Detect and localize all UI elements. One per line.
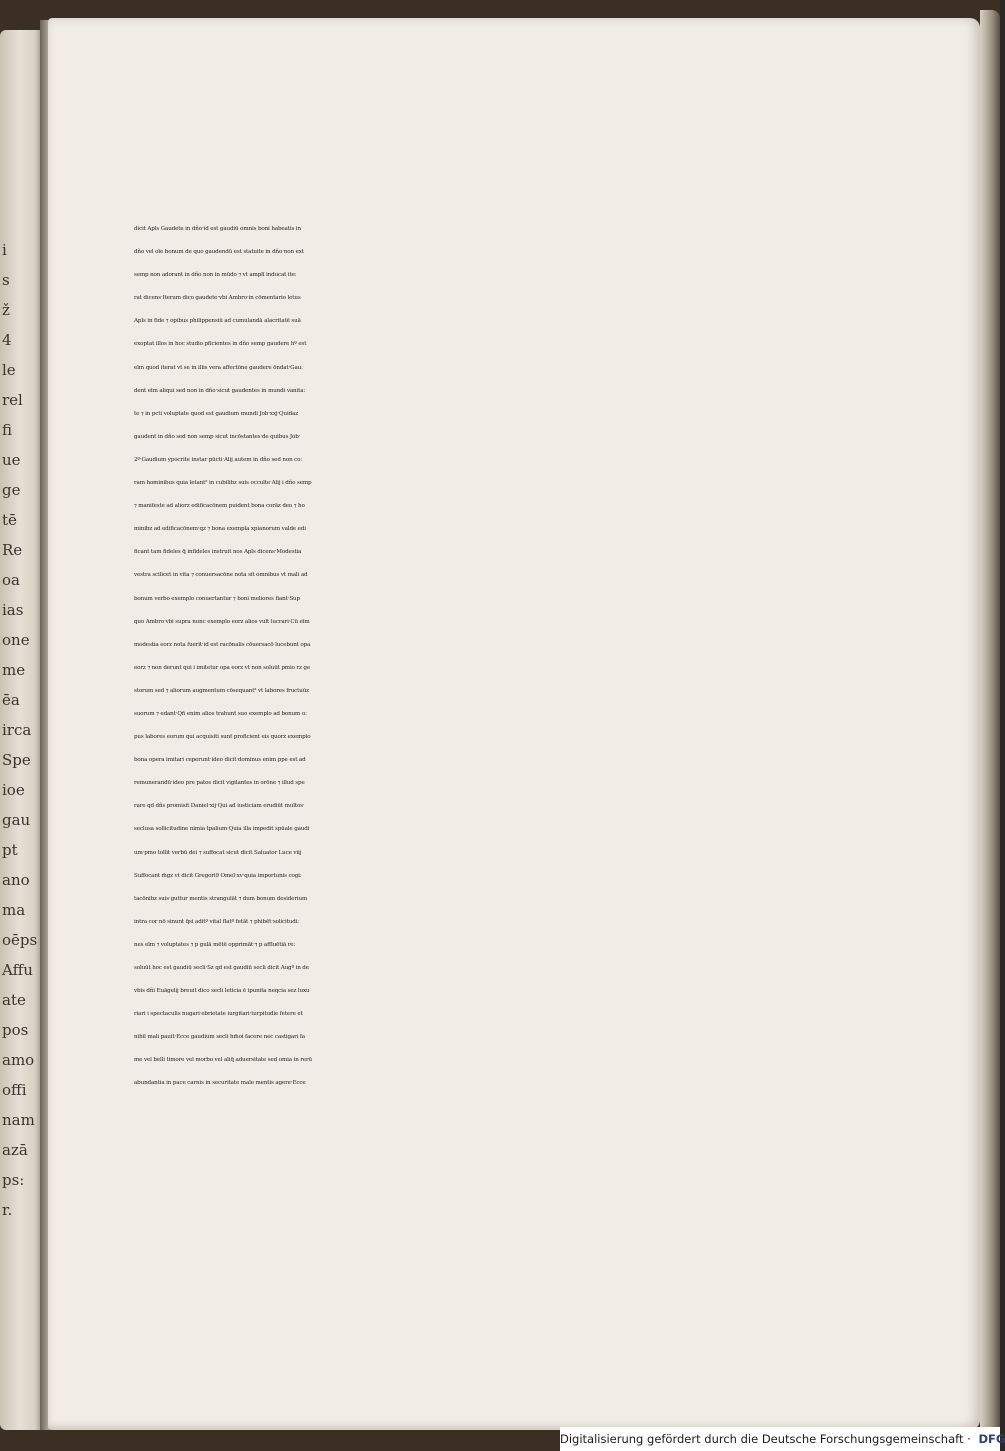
text-line: bona opera imitari ceperunt·ideo dicit·dominus enim ppe est ad bbox=[134, 757, 306, 764]
text-line: tacōnibz suis·guttur mentis strangulāt ⁊ dum bonum desiderium bbox=[134, 895, 308, 902]
left-page-fragment: nam bbox=[2, 1111, 35, 1129]
text-line: seclusa sollicitudine nimia tpalium·Quia illa impedit spūale gaudi bbox=[134, 826, 310, 833]
text-line: Apls in fide ⁊ opibus philippensiū ad cumulandā alacritatē suā bbox=[134, 318, 301, 325]
left-page-fragment: ano bbox=[2, 871, 30, 889]
text-line: intra cor nō sinunt q̄si aditº vital flatº fetāt ⁊ phibēt·solicitudi: bbox=[134, 918, 300, 925]
left-page-fragment: gau bbox=[2, 811, 31, 829]
left-page-fragment: tē bbox=[2, 511, 17, 529]
left-page-fragment: amo bbox=[2, 1051, 35, 1069]
left-page-fragment: i bbox=[2, 241, 7, 259]
left-page-fragment: ēa bbox=[2, 691, 20, 709]
left-page-fragment: offi bbox=[2, 1081, 27, 1099]
text-line: eīm quod iterat vt se in illis vera affectōne gaudere ōndat·Gau: bbox=[134, 364, 303, 371]
left-page-fragment: pos bbox=[2, 1021, 29, 1039]
left-page-fragment: ps: bbox=[2, 1171, 25, 1189]
text-line: um·pmo tollit verbū dei ⁊ suffocat sicut dicit Saluator Luce viij bbox=[134, 849, 302, 856]
left-page-fragment: Re bbox=[2, 541, 23, 559]
left-page-fragment: 4 bbox=[2, 331, 12, 349]
left-page-fragment: ge bbox=[2, 481, 21, 499]
text-line: ram hominibus quia letant² in cubilibz suis occulte·Alij i dño semp bbox=[134, 480, 312, 487]
left-page-fragment: ue bbox=[2, 451, 21, 469]
text-line: nihil mali pauit·Ecce gaudium secli hm̄oi facere nec castigari fa bbox=[134, 1034, 305, 1041]
text-line: vestra scilicet in vita ⁊ conuersacōne nota sit omnibus vt mali ad bbox=[134, 572, 308, 579]
left-page-fragment: ate bbox=[2, 991, 26, 1009]
text-block bbox=[134, 218, 744, 1096]
left-page-fragment: r. bbox=[2, 1201, 13, 1219]
text-line: ⁊ manifeste ad aliorz edificacōnem puident bona corāz deo ⁊ ho bbox=[134, 503, 305, 510]
text-line: eorz ⁊ non derunt qui i imitetur opa eorz vt non soluūt pmio rz ge bbox=[134, 664, 310, 671]
left-page-fragment: ias bbox=[2, 601, 24, 619]
text-line: quo Ambro·vbi supra nunc exemplo eorz alios vult lucrari·Cū eīm bbox=[134, 618, 310, 625]
footer-text: Digitalisierung gefördert durch die Deutsche Forschungsgemeinschaft bbox=[560, 1432, 964, 1446]
text-line: bonum verbo exemplo conuertantur ⁊ boni meliores fiant·Sup bbox=[134, 595, 300, 602]
text-line: gaudent in dño sed non semp sicut incōstantes·de quibus Job· bbox=[134, 433, 301, 440]
text-line: remunerandū·ideo pre patos dicit vigilantes in orōne ⁊ illud spe bbox=[134, 780, 305, 787]
text-line: minibz ad edificacōnem·qz ⁊ bona exempla xpianorum valde edi bbox=[134, 526, 306, 533]
text-line: modestia eorz nota fuerit·id est racōnalis cōuersacō lucebunt opa bbox=[134, 641, 311, 648]
text-line: soluūt hoc est gaudiū secli·Sz qd est gaudiū secli dicit Augº in de bbox=[134, 965, 309, 971]
text-line: vbis dñi Euāgelij breuit dico secli leticia ē ipunita neqcia sez luxu bbox=[134, 988, 310, 995]
text-line: 2º·Gaudium ypocrite instar pūcti·Alij autem in dño sed non co: bbox=[134, 456, 303, 463]
text-line: suorum ⁊ edant·Qn̄ enim alios trahunt suo exemplo ad bonum o: bbox=[134, 710, 307, 717]
text-line: pus labores eorum qui acquisiti sunt proficient eis quorz exemplo bbox=[134, 734, 311, 741]
text-line: dent eīm aliqui sed non in dño·sicut gaudentes in mundi vanita: bbox=[134, 387, 306, 394]
text-line: te ⁊ in pcti voluptate quod est gaudium mundi Job·xxj·Quidaz bbox=[134, 410, 298, 417]
left-page-fragment: ioe bbox=[2, 781, 25, 799]
left-page-fragment: fi bbox=[2, 421, 13, 439]
text-line: me vel belli timore vel morbo vel aliq̄ aduersitate sed omia in rerū bbox=[134, 1057, 312, 1064]
left-page-fragment: Affu bbox=[2, 961, 33, 979]
text-line: nes eīm ⁊ voluptates ⁊ p gulā mētē opprimāt·⁊ p affluētiā re: bbox=[134, 941, 296, 948]
dfg-logo: DFG bbox=[978, 1432, 1005, 1446]
left-page-fragment: ž bbox=[2, 301, 10, 319]
text-line: rare qd dñs promisit Daniel·xij·Qui ad iusticiam erudiūt multos· bbox=[134, 803, 305, 810]
left-page-fragment: ma bbox=[2, 901, 26, 919]
digitization-footer: Digitalisierung gefördert durch die Deutsche Forschungsgemeinschaft · DFG bbox=[560, 1427, 1000, 1451]
text-line: riari i spectaculis nugari·ebrietate iurgitari·turpitudie fetere et bbox=[134, 1011, 303, 1018]
left-facing-page bbox=[0, 30, 44, 1430]
left-page-fragment: oa bbox=[2, 571, 20, 589]
left-page-fragment: rel bbox=[2, 391, 23, 409]
text-line: exoptat illos in hoc studio pficientes in dño semp gaudere hº est bbox=[134, 341, 307, 348]
left-page-fragment: one bbox=[2, 631, 30, 649]
text-line: abundantia in pace carnis in securitate male mentis agere·Ecce bbox=[134, 1080, 306, 1087]
text-line: rat dicens·Iterum dico gaudete·vbi Ambro·in cōmentario letus bbox=[134, 295, 301, 302]
left-page-fragment: le bbox=[2, 361, 16, 379]
text-line: dño vel oīe bonum de quo gaudendū est statuite in dño·non ext bbox=[134, 249, 304, 256]
text-line: ficant tam fideles q̄ infideles instruit nos Apls dicens·Modestia bbox=[134, 549, 302, 556]
text-line: dicit Apls Gaudete in dño·id est gaudiū omnis boni habeatis in bbox=[134, 226, 301, 232]
left-page-fragment: azā bbox=[2, 1141, 28, 1159]
left-page-fragment: me bbox=[2, 661, 26, 679]
text-line: storum sed ⁊ aliorum augmentum cōsequant² vt labores fructuūz bbox=[134, 687, 309, 694]
text-line: Suffocant m̄gz vt dicit Gregori9 Omel·xv·quia importunis cogi: bbox=[134, 872, 302, 879]
left-page-fragment: pt bbox=[2, 841, 18, 859]
text-line: semp non adorant in dño non in mūdo ⁊ vt amplī inducat ite: bbox=[134, 272, 297, 279]
left-page-fragment: oēps bbox=[2, 931, 38, 949]
left-page-fragment: Spe bbox=[2, 751, 31, 769]
left-page-fragment: s bbox=[2, 271, 10, 289]
left-page-fragment: irca bbox=[2, 721, 32, 739]
page-edge bbox=[980, 10, 1000, 1435]
